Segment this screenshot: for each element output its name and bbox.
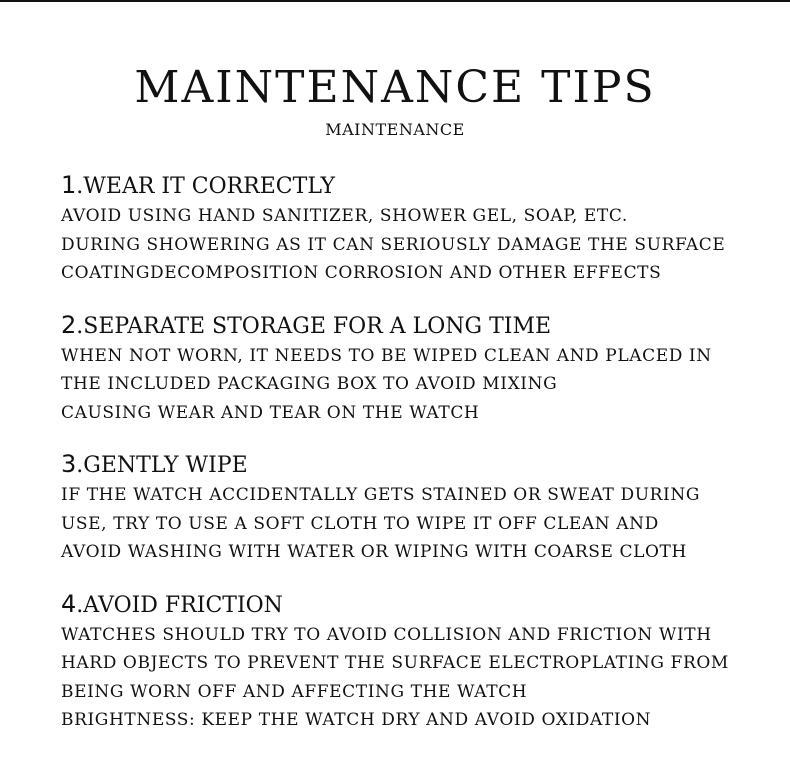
tips-list [61,170,781,757]
top-divider [0,0,790,2]
tip-heading [61,589,781,621]
tip-line: AVOID WASHING WITH WATER OR WIPING WITH COARSE CLOTH [61,542,687,562]
tip-line: BRIGHTNESS: KEEP THE WATCH DRY AND AVOID OXIDATION [61,710,652,730]
tip-heading-text: .SEPARATE STORAGE FOR A LONG TIME [76,313,552,339]
tip-heading-text: .AVOID FRICTION [76,592,283,618]
tip-line: BEING WORN OFF AND AFFECTING THE WATCH [61,681,528,702]
tip-line: THE INCLUDED PACKAGING BOX TO AVOID MIXING [61,374,558,394]
header [0,60,790,140]
tip-number: 2 [61,310,77,339]
tip-gently-wipe [61,449,781,567]
tip-line: DURING SHOWERING AS IT CAN SERIOUSLY DAMAGE THE SURFACE [61,234,726,255]
tip-line: WHEN NOT WORN, IT NEEDS TO BE WIPED CLEAN AND PLACED IN [61,345,712,366]
page-subtitle: MAINTENANCE [325,120,465,139]
tip-line: CAUSING WEAR AND TEAR ON THE WATCH [61,402,480,423]
tip-line: WATCHES SHOULD TRY TO AVOID COLLISION AND FRICTION WITH [61,624,712,645]
tip-heading [61,170,781,202]
tip-wear-correctly [61,170,781,288]
tip-number: 4 [61,589,77,618]
page-title: MAINTENANCE TIPS [134,62,656,113]
tip-line: USE, TRY TO USE A SOFT CLOTH TO WIPE IT OFF CLEAN AND [61,513,659,534]
tip-line: COATINGDECOMPOSITION CORROSION AND OTHER EFFECTS [61,263,662,283]
tip-separate-storage [61,310,781,428]
tip-line: AVOID USING HAND SANITIZER, SHOWER GEL, SOAP, ETC. [61,206,628,226]
tip-heading [61,310,781,342]
tip-number: 1 [61,171,77,199]
tip-number: 3 [61,450,77,478]
tip-heading [61,449,781,481]
tip-line: IF THE WATCH ACCIDENTALLY GETS STAINED OR SWEAT DURING [61,485,700,505]
tip-heading-text: .WEAR IT CORRECTLY [76,174,336,199]
tip-heading-text: .GENTLY WIPE [76,453,248,478]
tip-line: HARD OBJECTS TO PREVENT THE SURFACE ELECTROPLATING FROM [61,653,729,673]
tip-avoid-friction [61,589,781,735]
